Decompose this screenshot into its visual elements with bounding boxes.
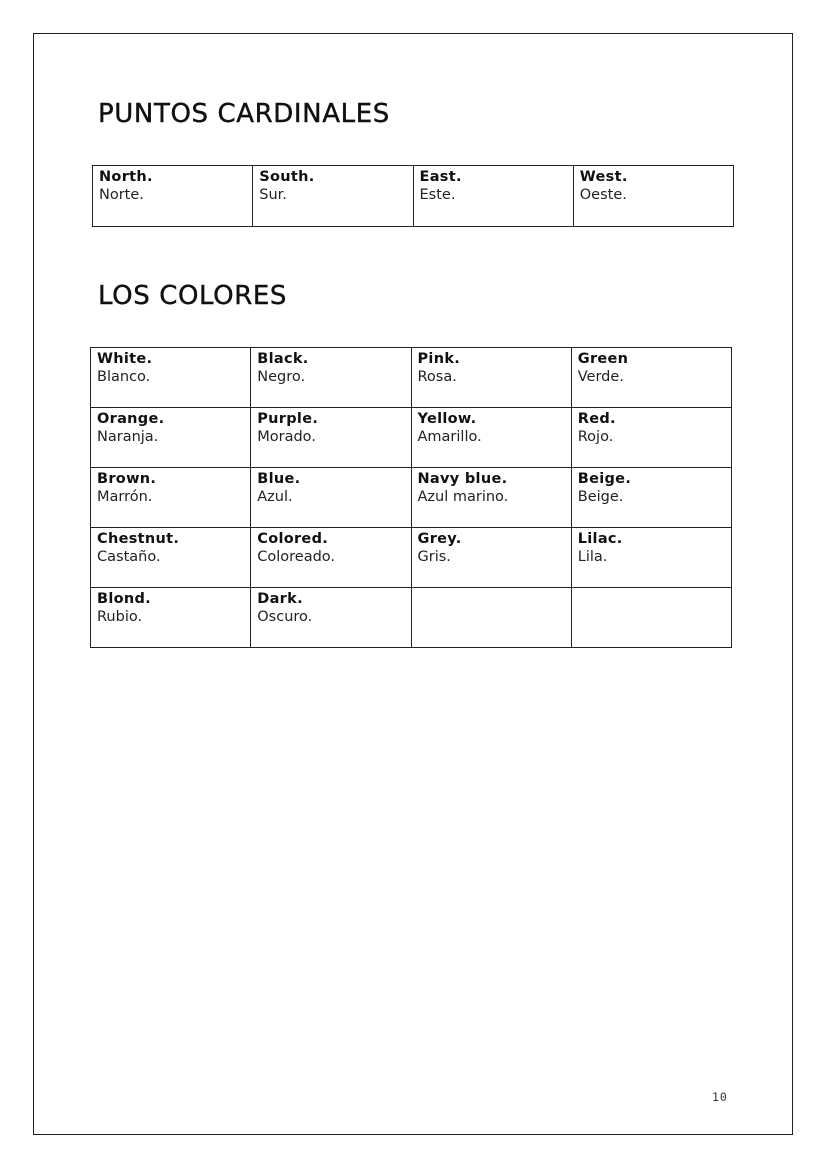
english-term: Pink. <box>417 351 461 367</box>
table-cell <box>411 528 571 588</box>
table-cell <box>411 348 571 408</box>
table-cell <box>91 408 251 468</box>
spanish-term: Castaño. <box>97 549 161 565</box>
spanish-term: Coloreado. <box>257 549 336 565</box>
table-cell <box>251 348 411 408</box>
english-term: Blond. <box>97 591 151 607</box>
spanish-term: Marrón. <box>97 489 153 505</box>
colors-table <box>90 347 732 648</box>
table-cell <box>571 528 731 588</box>
spanish-term: Amarillo. <box>417 429 482 445</box>
cardinal-points-table <box>92 165 734 227</box>
section-title-colors: LOS COLORES <box>98 281 288 311</box>
table-cell <box>251 588 411 648</box>
table-cell <box>573 166 733 227</box>
english-term: Dark. <box>257 591 303 607</box>
english-term: North. <box>99 169 153 185</box>
spanish-term: Oscuro. <box>257 609 313 625</box>
table-cell <box>571 348 731 408</box>
table-cell <box>251 408 411 468</box>
english-term: East. <box>419 169 462 185</box>
spanish-term: Oeste. <box>579 187 627 203</box>
table-row <box>91 528 732 588</box>
table-row <box>93 166 734 227</box>
table-cell <box>93 166 253 227</box>
spanish-term: Este. <box>419 187 456 203</box>
spanish-term: Blanco. <box>97 369 151 385</box>
table-cell <box>251 528 411 588</box>
spanish-term: Lila. <box>577 549 608 565</box>
spanish-term: Norte. <box>99 187 144 203</box>
table-cell <box>253 166 413 227</box>
english-term: Purple. <box>257 411 319 427</box>
english-term: Black. <box>257 351 309 367</box>
english-term: Lilac. <box>577 531 623 547</box>
spanish-term: Beige. <box>577 489 624 505</box>
table-row <box>91 408 732 468</box>
english-term: Blue. <box>257 471 301 487</box>
english-term: Green <box>577 351 629 367</box>
section-title-cardinal-points: PUNTOS CARDINALES <box>98 99 390 129</box>
spanish-term: Gris. <box>417 549 451 565</box>
english-term: Grey. <box>417 531 462 547</box>
table-cell <box>91 468 251 528</box>
table-row <box>91 348 732 408</box>
english-term: Orange. <box>97 411 165 427</box>
empty-cell <box>571 588 731 648</box>
page-number: 10 <box>712 1090 728 1104</box>
spanish-term: Rosa. <box>417 369 457 385</box>
table-cell <box>411 468 571 528</box>
english-term: Yellow. <box>417 411 477 427</box>
english-term: Navy blue. <box>417 471 508 487</box>
spanish-term: Rubio. <box>97 609 143 625</box>
spanish-term: Azul marino. <box>417 489 509 505</box>
english-term: White. <box>97 351 153 367</box>
table-cell <box>411 408 571 468</box>
spanish-term: Negro. <box>257 369 306 385</box>
table-cell <box>251 468 411 528</box>
table-cell <box>91 348 251 408</box>
table-cell <box>91 588 251 648</box>
table-cell <box>571 468 731 528</box>
english-term: West. <box>579 169 628 185</box>
table-cell <box>91 528 251 588</box>
spanish-term: Sur. <box>259 187 287 203</box>
table-row <box>91 468 732 528</box>
spanish-term: Azul. <box>257 489 293 505</box>
spanish-term: Verde. <box>577 369 624 385</box>
table-row <box>91 588 732 648</box>
spanish-term: Naranja. <box>97 429 159 445</box>
english-term: Chestnut. <box>97 531 180 547</box>
spanish-term: Rojo. <box>577 429 614 445</box>
empty-cell <box>411 588 571 648</box>
english-term: Colored. <box>257 531 329 547</box>
table-cell <box>571 408 731 468</box>
table-cell <box>413 166 573 227</box>
english-term: Red. <box>577 411 616 427</box>
english-term: South. <box>259 169 315 185</box>
english-term: Beige. <box>577 471 632 487</box>
spanish-term: Morado. <box>257 429 316 445</box>
english-term: Brown. <box>97 471 157 487</box>
